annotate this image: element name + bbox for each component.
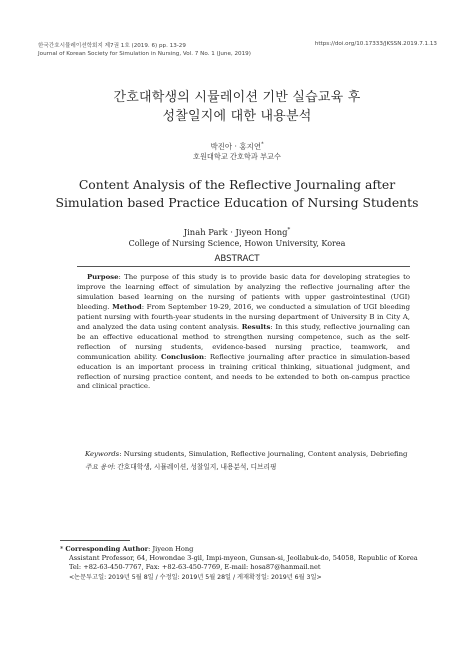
conclusion-text: : Reflective journaling after practice in simulation-based education is an important process in training critical thinking, situational judgment, and reflection of nursing practice content, and needs to be extended to both on-campus practice and clinical practice.	[77, 352, 410, 391]
keywords-text: : Nursing students, Simulation, Reflective journaling, Content analysis, Debriefing	[119, 450, 408, 458]
keywords-en	[77, 449, 410, 459]
korean-title-line-1: 간호대학생의 시뮬레이션 기반 실습교육 후	[113, 90, 361, 105]
results-text: : In this study, reflective journaling can be an effective educational method to strengthen nursing competence, such as the self-reflection of nursing students, evidence-based nursing practice, teamwork, and communication ability.	[77, 322, 410, 361]
english-title-line-2: Simulation based Practice Education of Nursing Students	[55, 195, 419, 210]
results-label: Results	[241, 322, 271, 331]
abstract-rule	[77, 266, 410, 267]
method-text: : From September 19-29, 2016, we conducted a simulation of UGI bleeding patient nursing with fourth-year students in the nursing department of University B in City A, and analyzed the data using content analysis.	[77, 302, 410, 331]
author-address: Assistant Professor, 64, Howondae 3-gil, Impi-myeon, Gunsan-si, Jeollabuk-do, 54058, Republic of Korea	[69, 554, 418, 563]
english-authors	[0, 227, 474, 237]
keywords-ko-text: : 간호대학생, 시뮬레이션, 성찰일지, 내용분석, 디브리핑	[112, 463, 277, 471]
corresponding-mark-ko: *	[261, 141, 264, 148]
journal-header-en: Journal of Korean Society for Simulation in Nursing, Vol. 7 No. 1 (June, 2019)	[38, 51, 251, 57]
method-label: Method	[112, 302, 142, 311]
keywords-ko-label: 주요 용어	[85, 463, 113, 471]
korean-authors	[0, 141, 474, 152]
english-title-line-1: Content Analysis of the Reflective Journaling after	[78, 177, 396, 192]
footnote-rule	[60, 540, 130, 541]
journal-header-ko: 한국간호시뮬레이션학회지 제7권 1호 (2019. 6) pp. 13-29	[38, 43, 186, 49]
english-affiliation: College of Nursing Science, Howon University, Korea	[128, 239, 346, 248]
footnote-mark: *	[60, 545, 64, 553]
abstract-body	[77, 273, 410, 392]
corresponding-author-label: Corresponding Author	[65, 545, 149, 553]
korean-author-names: 박진아 · 홍지연	[210, 142, 262, 151]
footnote	[60, 545, 440, 582]
submission-dates: <논문투고일: 2019년 5월 8일 / 수정일: 2019년 5월 28일 / 게재확정일: 2019년 6월 3일>	[69, 573, 322, 581]
purpose-text: : The purpose of this study is to provide basic data for developing strategies to improve the learning effect of simulation by analyzing the reflective journaling after the simulation based learning on the nursing of patients with upper gastrointestinal (UGI) bleeding.	[77, 273, 410, 311]
corresponding-mark-en: *	[287, 227, 291, 234]
corresponding-author-name: : Jiyeon Hong	[148, 545, 194, 553]
english-author-names: Jinah Park · Jiyeon Hong	[183, 227, 288, 237]
keywords-label: Keywords	[85, 450, 120, 458]
abstract-heading: ABSTRACT	[214, 254, 260, 264]
keywords-ko	[77, 462, 410, 472]
conclusion-label: Conclusion	[160, 352, 204, 361]
korean-title-line-2: 성찰일지에 대한 내용분석	[162, 109, 312, 124]
doi-link[interactable]: https://doi.org/10.17333/JKSSN.2019.7.1.13	[314, 41, 437, 47]
author-contact[interactable]: Tel: +82-63-450-7767, Fax: +82-63-450-7769, E-mail: hosa87@hanmail.net	[69, 563, 321, 572]
purpose-label: Purpose	[86, 273, 119, 281]
korean-affiliation: 호원대학교 간호학과 부교수	[193, 152, 281, 161]
